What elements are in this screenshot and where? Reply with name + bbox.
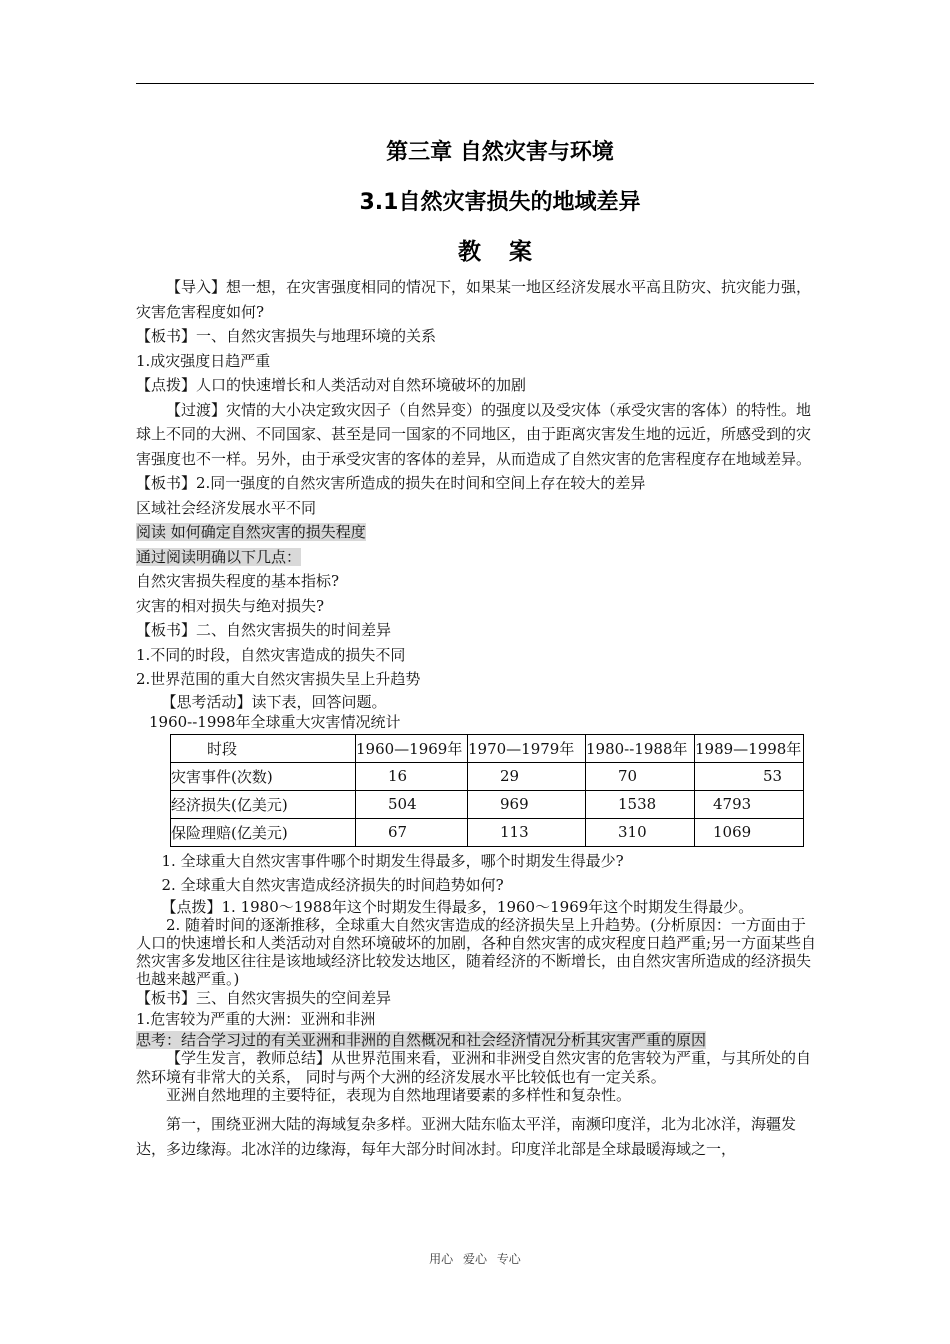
table-header-cell: 1989—1998年 xyxy=(695,734,804,762)
table-cell: 53 xyxy=(695,762,804,790)
page-footer: 用心 爱心 专心 xyxy=(429,1252,521,1266)
board-heading-1: 【板书】一、自然灾害损失与地理环境的关系 xyxy=(136,327,437,345)
header-rule xyxy=(136,83,814,84)
list-item: 区域社会经济发展水平不同 xyxy=(136,498,317,517)
table-cell: 保险理赔(亿美元) xyxy=(171,818,356,846)
list-item: 1.危害较为严重的大洲：亚洲和非洲 xyxy=(136,1009,376,1028)
table-cell: 经济损失(亿美元) xyxy=(171,790,356,818)
board-heading-2: 【板书】2.同一强度的自然灾害所造成的损失在时间和空间上存在较大的差异 xyxy=(136,474,646,492)
question-2: 2. 全球重大自然灾害造成经济损失的时间趋势如何? xyxy=(161,876,504,894)
thinking-activity: 【思考活动】读下表，回答问题。 xyxy=(161,692,387,711)
hint-paragraph: 【点拨】人口的快速增长和人类活动对自然环境破坏的加剧 xyxy=(136,376,527,394)
list-item: 1.成灾强度日趋严重 xyxy=(136,351,271,370)
table-cell: 504 xyxy=(356,790,468,818)
section-title: 3.1自然灾害损失的地域差异 xyxy=(359,190,641,215)
list-item: 2.世界范围的重大自然灾害损失呈上升趋势 xyxy=(136,670,421,688)
table-cell: 1538 xyxy=(586,790,695,818)
table-cell: 29 xyxy=(468,762,586,790)
table-row xyxy=(171,790,804,818)
list-item: 灾害的相对损失与绝对损失? xyxy=(136,596,325,615)
think-prompt: 思考：结合学习过的有关亚洲和非洲的自然概况和社会经济情况分析其灾害严重的原因 xyxy=(136,1031,707,1050)
doc-type-title: 教 案 xyxy=(457,239,542,265)
chapter-title: 第三章 自然灾害与环境 xyxy=(386,140,614,165)
student-summary: 【学生发言，教师总结】从世界范围来看，亚洲和非洲受自然灾害的危害较为严重，与其所处的自然环境有非常大的关系， 同时与两个大洲的经济发展水平比较低也有一定关系。 xyxy=(136,1049,812,1086)
asia-features: 亚洲自然地理的主要特征，表现为自然地理诸要素的多样性和复杂性。 xyxy=(166,1085,632,1104)
lesson-content xyxy=(136,275,818,1161)
table-caption: 1960--1998年全球重大灾害情况统计 xyxy=(149,712,401,731)
reading-points: 通过阅读明确以下几点： xyxy=(136,547,302,566)
table-header-row xyxy=(171,734,804,762)
reading-title: 阅读 如何确定自然灾害的损失程度 xyxy=(136,523,366,541)
table-cell: 310 xyxy=(586,818,695,846)
table-row xyxy=(171,762,804,790)
table-row xyxy=(171,818,804,846)
list-item: 自然灾害损失程度的基本指标? xyxy=(136,572,340,590)
table-header-cell: 1960—1969年 xyxy=(356,734,468,762)
answer-2: 2. 随着时间的逐渐推移，全球重大自然灾害造成的经济损失呈上升趋势。(分析原因：一方面由于人口的快速增长和人类活动对自然环境破坏的加剧，各种自然灾害的成灾程度日趋严重;另一方面某些自然灾害多发地区往往是该地域经济比较发达地区，随着经济的不断增长，由自然灾害所造成的经济损失也越来越严重。) xyxy=(136,915,817,989)
asia-first-paragraph: 第一，围绕亚洲大陆的海域复杂多样。亚洲大陆东临太平洋，南濒印度洋，北为北冰洋，海疆发达，多边缘海。北冰洋的边缘海，每年大部分时间冰封。印度洋北部是全球最暖海域之一， xyxy=(136,1115,797,1158)
intro-paragraph: 【导入】想一想，在灾害强度相同的情况下，如果某一地区经济发展水平高且防灾、抗灾能力强，灾害危害程度如何? xyxy=(136,278,812,321)
question-1: 1. 全球重大自然灾害事件哪个时期发生得最多，哪个时期发生得最少? xyxy=(161,851,624,870)
table-cell: 1069 xyxy=(695,818,804,846)
table-header-cell: 1980--1988年 xyxy=(586,734,695,762)
list-item: 1.不同的时段，自然灾害造成的损失不同 xyxy=(136,645,406,664)
transition-paragraph: 【过渡】灾情的大小决定致灾因子（自然异变）的强度以及受灾体（承受灾害的客体）的特性。地球上不同的大洲、不同国家、甚至是同一国家的不同地区，由于距离灾害发生地的远近，所感受到的灾害强度也不一样。另外，由于承受灾害的客体的差异，从而造成了自然灾害的危害程度存在地域差异。 xyxy=(136,400,812,468)
table-cell: 113 xyxy=(468,818,586,846)
table-cell: 67 xyxy=(356,818,468,846)
board-heading-3: 【板书】二、自然灾害损失的时间差异 xyxy=(136,621,392,639)
disaster-stats-table xyxy=(170,734,804,847)
table-cell: 969 xyxy=(468,790,586,818)
table-cell: 70 xyxy=(586,762,695,790)
table-cell: 4793 xyxy=(695,790,804,818)
board-heading-4: 【板书】三、自然灾害损失的空间差异 xyxy=(136,988,392,1007)
table-cell: 灾害事件(次数) xyxy=(171,762,356,790)
answer-1: 【点拨】1. 1980～1988年这个时期发生得最多，1960～1969年这个时期发生得最少。 xyxy=(161,897,754,916)
table-header-cell: 1970—1979年 xyxy=(468,734,586,762)
table-header-cell: 时段 xyxy=(171,734,356,762)
table-cell: 16 xyxy=(356,762,468,790)
